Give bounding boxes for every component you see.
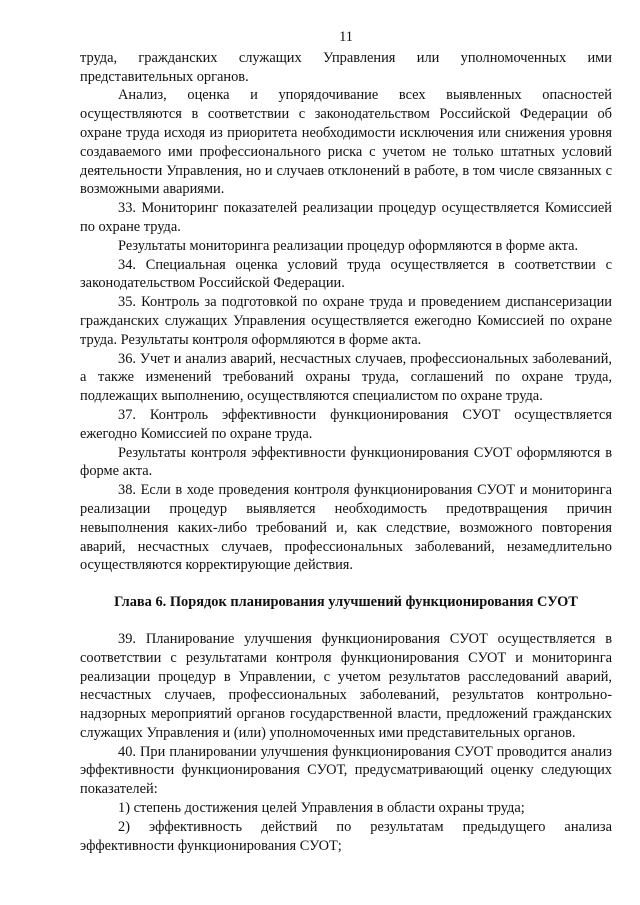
paragraph: 38. Если в ходе проведения контроля функционирования СУОТ и мониторинга реализации процедур выявляется необходимость предотвращения причин невыполнения каких-либо требований и, как следствие, возможного повторения аварий, несчастных случаев, профессиональных заболеваний, незамедлительно осуществляются корректирующие действия. [80,482,612,574]
paragraph: 34. Специальная оценка условий труда осуществляется в соответствии с законодательством Российской Федерации. [80,256,612,292]
section-after [80,630,612,856]
page-number: 11 [339,29,353,45]
list-item: 2) эффективность действий по результатам предыдущего анализа эффективности функционирования СУОТ; [80,818,612,854]
paragraph: 39. Планирование улучшения функционирования СУОТ осуществляется в соответствии с результатами контроля функционирования СУОТ и мониторинга реализации процедур в Управлении, с учетом результатов расследований аварий, несчастных случаев, профессиональных заболеваний, результатов контрольно-надзорных мероприятий органов государственной власти, предложений гражданских служащих Управления и (или) уполномоченных ими представительных органов. [80,630,612,741]
document-page [80,28,612,855]
paragraph: Результаты контроля эффективности функционирования СУОТ оформляются в форме акта. [80,444,612,480]
paragraph: 35. Контроль за подготовкой по охране труда и проведением диспансеризации гражданских служащих Управления осуществляется ежегодно Комиссией по охране труда. Результаты контроля оформляются в форме акта. [80,294,612,348]
section-before [80,49,612,575]
paragraph: Результаты мониторинга реализации процедур оформляются в форме акта. [118,237,579,254]
paragraph: труда, гражданских служащих Управления или уполномоченных ими представительных органов. [80,49,612,85]
paragraph: 37. Контроль эффективности функционирования СУОТ осуществляется ежегодно Комиссией по охране труда. [80,406,612,442]
chapter-heading: Глава 6. Порядок планирования улучшений функционирования СУОТ [114,594,578,611]
paragraph: 40. При планировании улучшения функционирования СУОТ проводится анализ эффективности функционирования СУОТ, предусматривающий оценку следующих показателей: [80,743,612,798]
paragraph: 33. Мониторинг показателей реализации процедур осуществляется Комиссией по охране труда. [80,200,612,235]
list-item: 1) степень достижения целей Управления в области охраны труда; [118,800,525,817]
paragraph: 36. Учет и анализ аварий, несчастных случаев, профессиональных заболеваний, а также изменений требований охраны труда, соглашений по охране труда, подлежащих выполнению, осуществляются специалистом по охране труда. [80,350,612,405]
paragraph: Анализ, оценка и упорядочивание всех выявленных опасностей осуществляются в соответствии с законодательством Российской Федерации об охране труда исходя из приоритета необходимости исключения или снижения уровня создаваемого ими профессионального риска с учетом не только штатных условий деятельности Управления, но и случаев отклонений в работе, в том числе связанных с возможными авариями. [80,87,612,198]
